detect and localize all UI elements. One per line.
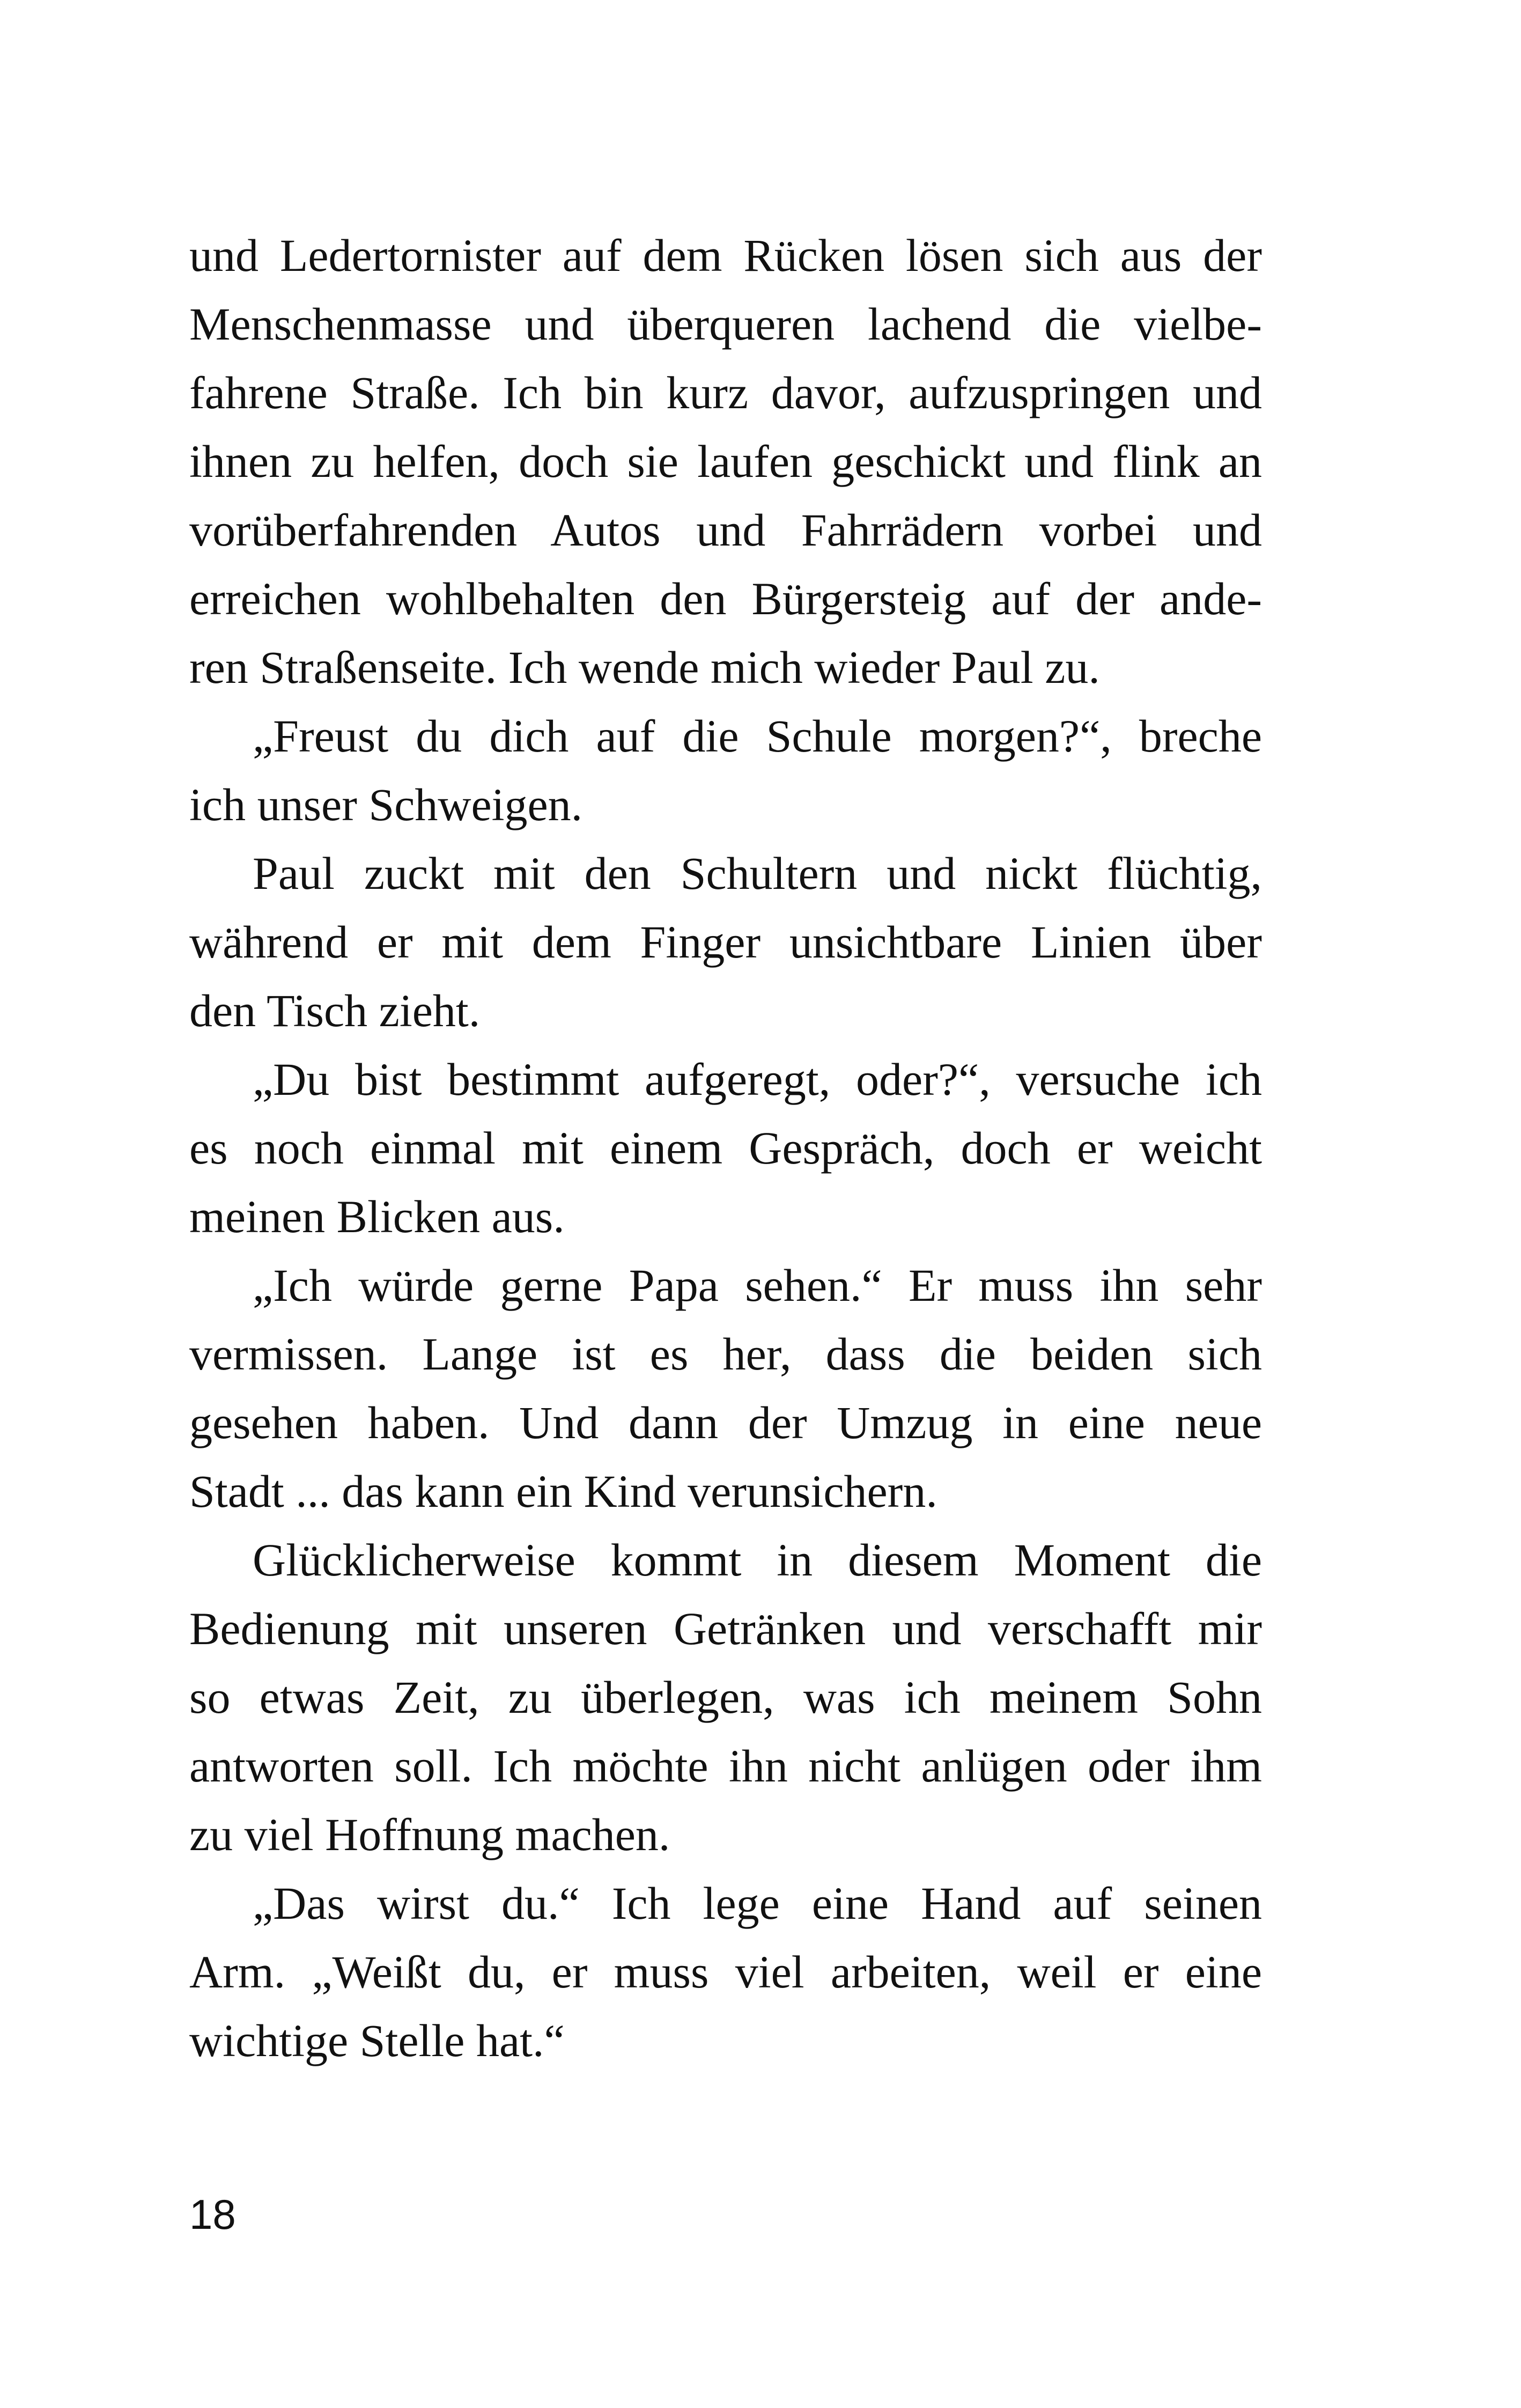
text-line: es noch einmal mit einem Gespräch, doch er weicht <box>189 1122 1262 1174</box>
text-line: Paul zuckt mit den Schultern und nickt flüchtig, <box>253 848 1262 899</box>
text-line: gesehen haben. Und dann der Umzug in eine neue <box>189 1397 1262 1448</box>
text-line: ren Straßenseite. Ich wende mich wieder Paul zu. <box>189 642 1100 693</box>
text-line: meinen Blicken aus. <box>189 1191 565 1242</box>
text-line: während er mit dem Finger unsichtbare Linien über <box>189 916 1262 968</box>
text-line: vermissen. Lange ist es her, dass die beiden sich <box>189 1328 1262 1380</box>
text-line: Menschenmasse und überqueren lachend die vielbe- <box>189 298 1262 350</box>
text-line: „Du bist bestimmt aufgeregt, oder?“, versuche ich <box>253 1054 1262 1105</box>
text-line: Glücklicherweise kommt in diesem Moment die <box>253 1534 1262 1586</box>
body-text <box>189 221 1262 2075</box>
text-line: Arm. „Weißt du, er muss viel arbeiten, weil er eine <box>189 1946 1262 1998</box>
text-line: Bedienung mit unseren Getränken und verschafft mir <box>189 1603 1262 1654</box>
text-line: wichtige Stelle hat.“ <box>189 2015 565 2066</box>
text-line: und Ledertornister auf dem Rücken lösen sich aus der <box>189 230 1262 281</box>
text-line: ihnen zu helfen, doch sie laufen geschickt und flink an <box>189 436 1262 487</box>
text-line: ich unser Schweigen. <box>189 779 583 830</box>
text-line: „Ich würde gerne Papa sehen.“ Er muss ihn sehr <box>253 1260 1262 1311</box>
text-line: „Das wirst du.“ Ich lege eine Hand auf seinen <box>253 1877 1262 1929</box>
text-line: vorüberfahrenden Autos und Fahrrädern vorbei und <box>189 504 1262 556</box>
text-line: „Freust du dich auf die Schule morgen?“, breche <box>253 710 1262 762</box>
text-line: Stadt ... das kann ein Kind verunsichern. <box>189 1466 937 1517</box>
page-number: 18 <box>189 2191 236 2238</box>
text-line: fahrene Straße. Ich bin kurz davor, aufzuspringen und <box>189 367 1262 418</box>
text-line: erreichen wohlbehalten den Bürgersteig auf der ande- <box>189 573 1262 624</box>
text-line: antworten soll. Ich möchte ihn nicht anlügen oder ihm <box>189 1740 1262 1792</box>
text-line: zu viel Hoffnung machen. <box>189 1809 670 1860</box>
text-line: den Tisch zieht. <box>189 985 481 1036</box>
text-line: so etwas Zeit, zu überlegen, was ich meinem Sohn <box>189 1671 1262 1723</box>
